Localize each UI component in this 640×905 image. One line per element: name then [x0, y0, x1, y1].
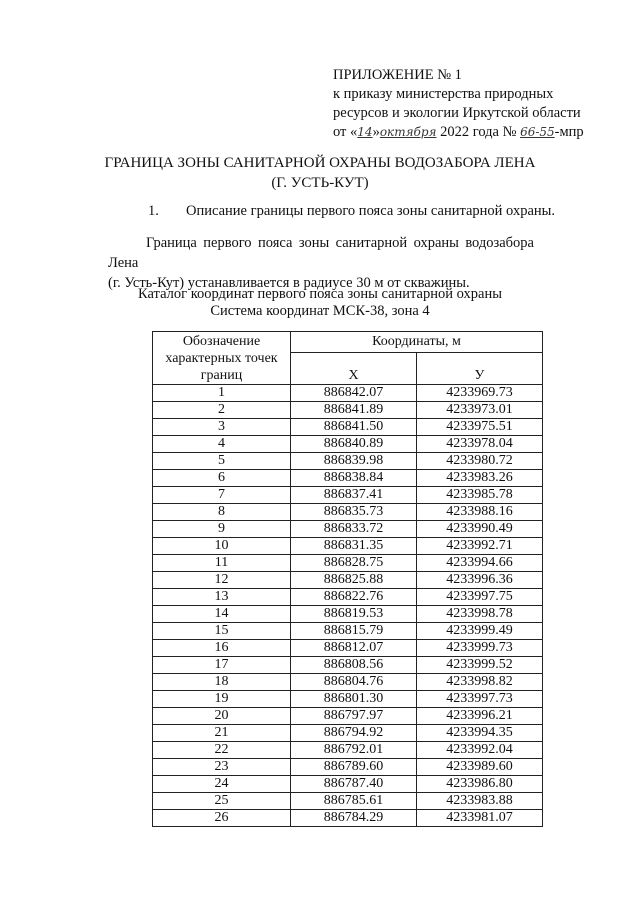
x-coordinate-cell: 886839.98: [291, 453, 417, 470]
y-coordinate-cell: 4233992.04: [417, 742, 543, 759]
y-coordinate-cell: 4233989.60: [417, 759, 543, 776]
appendix-ministry-line: ресурсов и экологии Иркутской области: [333, 105, 581, 121]
x-coordinate-cell: 886835.73: [291, 504, 417, 521]
table-row: [153, 521, 543, 538]
y-coordinate-cell: 4233973.01: [417, 402, 543, 419]
header-point-name: Обозначение характерных точек границ: [153, 332, 291, 385]
point-number-cell: 17: [153, 657, 291, 674]
description-paragraph: [108, 233, 534, 293]
paragraph-line-1: Граница первого пояса зоны санитарной охраны водозабора Лена: [108, 235, 534, 271]
table-row: [153, 810, 543, 827]
table-row: [153, 589, 543, 606]
table-row: [153, 640, 543, 657]
point-number-cell: 5: [153, 453, 291, 470]
x-coordinate-cell: 886822.76: [291, 589, 417, 606]
coordinates-table: [152, 331, 543, 827]
x-coordinate-cell: 886825.88: [291, 572, 417, 589]
appendix-title: ПРИЛОЖЕНИЕ № 1: [333, 67, 462, 83]
table-row: [153, 793, 543, 810]
point-number-cell: 18: [153, 674, 291, 691]
table-row: [153, 487, 543, 504]
x-coordinate-cell: 886840.89: [291, 436, 417, 453]
y-coordinate-cell: 4233990.49: [417, 521, 543, 538]
point-number-cell: 15: [153, 623, 291, 640]
table-row: [153, 623, 543, 640]
x-coordinate-cell: 886784.29: [291, 810, 417, 827]
header-y: У: [417, 353, 543, 385]
x-coordinate-cell: 886812.07: [291, 640, 417, 657]
point-number-cell: 4: [153, 436, 291, 453]
x-coordinate-cell: 886841.50: [291, 419, 417, 436]
x-coordinate-cell: 886831.35: [291, 538, 417, 555]
y-coordinate-cell: 4233998.82: [417, 674, 543, 691]
y-coordinate-cell: 4233975.51: [417, 419, 543, 436]
point-number-cell: 6: [153, 470, 291, 487]
point-number-cell: 10: [153, 538, 291, 555]
section-number: 1.: [148, 203, 159, 219]
x-coordinate-cell: 886837.41: [291, 487, 417, 504]
point-number-cell: 23: [153, 759, 291, 776]
table-row: [153, 759, 543, 776]
table-row: [153, 385, 543, 402]
y-coordinate-cell: 4233997.73: [417, 691, 543, 708]
x-coordinate-cell: 886794.92: [291, 725, 417, 742]
section-text: Описание границы первого пояса зоны санитарной охраны.: [186, 203, 556, 219]
x-coordinate-cell: 886787.40: [291, 776, 417, 793]
point-number-cell: 16: [153, 640, 291, 657]
table-row: [153, 674, 543, 691]
x-coordinate-cell: 886792.01: [291, 742, 417, 759]
point-number-cell: 3: [153, 419, 291, 436]
appendix-date-line: [333, 123, 584, 142]
x-coordinate-cell: 886819.53: [291, 606, 417, 623]
y-coordinate-cell: 4233996.21: [417, 708, 543, 725]
point-number-cell: 19: [153, 691, 291, 708]
header-x: X: [291, 353, 417, 385]
x-coordinate-cell: 886828.75: [291, 555, 417, 572]
point-number-cell: 22: [153, 742, 291, 759]
document-title: [0, 153, 640, 193]
table-row: [153, 742, 543, 759]
point-number-cell: 20: [153, 708, 291, 725]
x-coordinate-cell: 886838.84: [291, 470, 417, 487]
section-heading: [148, 203, 555, 220]
x-coordinate-cell: 886797.97: [291, 708, 417, 725]
handwritten-order-number: 66-55: [520, 125, 555, 139]
header-coordinates: Координаты, м: [291, 332, 543, 353]
table-row: [153, 504, 543, 521]
point-number-cell: 11: [153, 555, 291, 572]
y-coordinate-cell: 4233999.52: [417, 657, 543, 674]
table-row: [153, 606, 543, 623]
y-coordinate-cell: 4233996.36: [417, 572, 543, 589]
y-coordinate-cell: 4233969.73: [417, 385, 543, 402]
caption-line-2: Система координат МСК-38, зона 4: [210, 303, 430, 319]
date-year: 2022 года №: [436, 124, 521, 140]
handwritten-month: октября: [379, 125, 437, 139]
x-coordinate-cell: 886789.60: [291, 759, 417, 776]
x-coordinate-cell: 886808.56: [291, 657, 417, 674]
x-coordinate-cell: 886842.07: [291, 385, 417, 402]
y-coordinate-cell: 4233994.66: [417, 555, 543, 572]
paragraph-line-2: (г. Усть-Кут) устанавливается в радиусе 30 м от скважины.: [108, 275, 470, 291]
point-number-cell: 26: [153, 810, 291, 827]
point-number-cell: 14: [153, 606, 291, 623]
table-row: [153, 708, 543, 725]
point-number-cell: 1: [153, 385, 291, 402]
order-suffix: -мпр: [554, 124, 584, 140]
x-coordinate-cell: 886804.76: [291, 674, 417, 691]
point-number-cell: 21: [153, 725, 291, 742]
appendix-header: [333, 66, 584, 142]
table-row: [153, 572, 543, 589]
x-coordinate-cell: 886785.61: [291, 793, 417, 810]
y-coordinate-cell: 4233978.04: [417, 436, 543, 453]
y-coordinate-cell: 4233997.75: [417, 589, 543, 606]
point-number-cell: 12: [153, 572, 291, 589]
y-coordinate-cell: 4233999.49: [417, 623, 543, 640]
table-row: [153, 657, 543, 674]
table-row: [153, 555, 543, 572]
table-row: [153, 691, 543, 708]
table-row: [153, 419, 543, 436]
point-number-cell: 13: [153, 589, 291, 606]
title-line-2: (Г. УСТЬ-КУТ): [271, 175, 369, 191]
table-row: [153, 538, 543, 555]
point-number-cell: 7: [153, 487, 291, 504]
x-coordinate-cell: 886833.72: [291, 521, 417, 538]
title-line-1: ГРАНИЦА ЗОНЫ САНИТАРНОЙ ОХРАНЫ ВОДОЗАБОРА ЛЕНА: [104, 155, 536, 171]
point-number-cell: 24: [153, 776, 291, 793]
table-row: [153, 725, 543, 742]
y-coordinate-cell: 4233983.26: [417, 470, 543, 487]
point-number-cell: 25: [153, 793, 291, 810]
y-coordinate-cell: 4233985.78: [417, 487, 543, 504]
y-coordinate-cell: 4233992.71: [417, 538, 543, 555]
x-coordinate-cell: 886815.79: [291, 623, 417, 640]
table-row: [153, 436, 543, 453]
table-row: [153, 453, 543, 470]
y-coordinate-cell: 4233999.73: [417, 640, 543, 657]
appendix-order-line: к приказу министерства природных: [333, 86, 554, 102]
y-coordinate-cell: 4233988.16: [417, 504, 543, 521]
point-number-cell: 2: [153, 402, 291, 419]
y-coordinate-cell: 4233980.72: [417, 453, 543, 470]
y-coordinate-cell: 4233986.80: [417, 776, 543, 793]
coordinates-table-body: [153, 385, 543, 827]
point-number-cell: 9: [153, 521, 291, 538]
y-coordinate-cell: 4233981.07: [417, 810, 543, 827]
y-coordinate-cell: 4233994.35: [417, 725, 543, 742]
table-row: [153, 776, 543, 793]
handwritten-day: 14: [357, 125, 373, 139]
table-caption: [0, 286, 640, 320]
caption-line-1: Каталог координат первого пояса зоны санитарной охраны: [138, 286, 502, 302]
date-mid: »: [372, 124, 380, 140]
y-coordinate-cell: 4233998.78: [417, 606, 543, 623]
point-number-cell: 8: [153, 504, 291, 521]
table-row: [153, 470, 543, 487]
y-coordinate-cell: 4233983.88: [417, 793, 543, 810]
x-coordinate-cell: 886801.30: [291, 691, 417, 708]
date-prefix: от «: [333, 124, 358, 140]
x-coordinate-cell: 886841.89: [291, 402, 417, 419]
table-row: [153, 402, 543, 419]
